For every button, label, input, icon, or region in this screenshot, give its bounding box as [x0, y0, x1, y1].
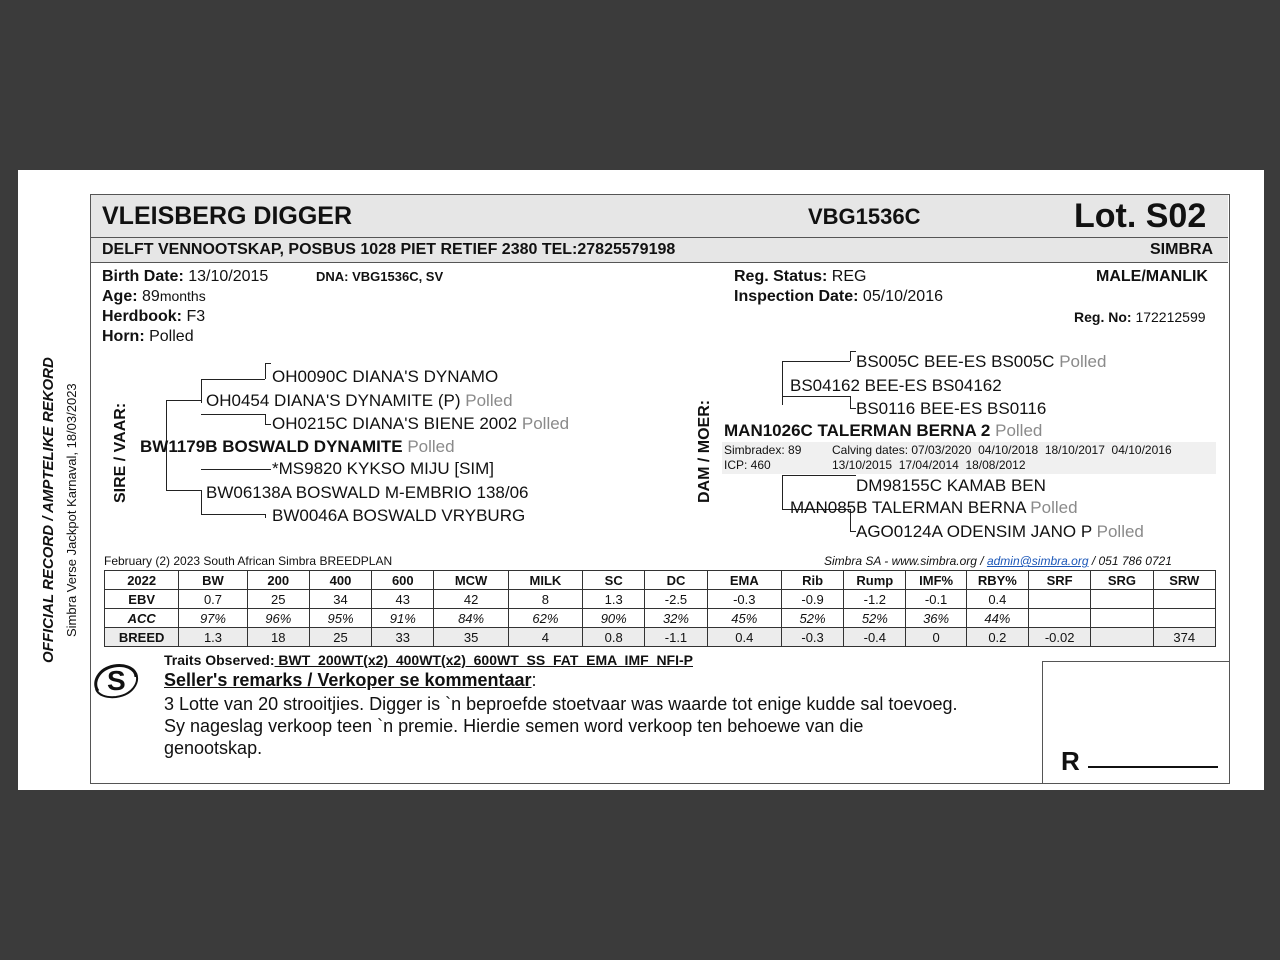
table-cell: 0.8 — [583, 628, 645, 647]
table-cell: 0.7 — [179, 590, 247, 609]
breedplan-caption: February (2) 2023 South African Simbra BREEDPLAN — [104, 554, 393, 568]
dam-sire-sire-tag: Polled — [1059, 352, 1107, 371]
icp: ICP: 460 — [724, 458, 771, 472]
col-header: 2022 — [105, 571, 179, 590]
sire-sire-tag: Polled — [465, 391, 513, 410]
breed-name: SIMBRA — [1150, 241, 1214, 258]
table-cell: 0 — [906, 628, 966, 647]
traits-label: Traits Observed: — [164, 652, 275, 668]
sire-side-label: SIRE / VAAR: — [112, 402, 129, 503]
sire-sire-dam — [272, 414, 569, 434]
phone: / 051 786 0721 — [1088, 554, 1172, 568]
herdbook — [102, 308, 205, 326]
sire-name-text: BW1179B BOSWALD DYNAMITE — [140, 437, 403, 456]
col-header: SRG — [1091, 571, 1153, 590]
col-header: DC — [645, 571, 707, 590]
table-cell: -0.9 — [781, 590, 843, 609]
table-cell: 1.3 — [583, 590, 645, 609]
remarks-line-1: 3 Lotte van 20 strooitjies. Digger is `n beproefde stoetvaar was waarde tot enige kudde sal toevoeg. — [164, 694, 958, 714]
col-header: 200 — [247, 571, 309, 590]
table-cell: 32% — [645, 609, 707, 628]
price-currency: R — [1061, 746, 1080, 776]
table-cell: 33 — [372, 628, 434, 647]
table-cell: 374 — [1153, 628, 1215, 647]
dam-sire: BS04162 BEE-ES BS04162 — [790, 376, 1002, 395]
table-cell: 91% — [372, 609, 434, 628]
birth-date — [102, 268, 268, 286]
table-cell: 0.2 — [966, 628, 1028, 647]
dam-dam — [790, 498, 1078, 518]
dam-dam-name: MAN085B TALERMAN BERNA — [790, 498, 1026, 517]
table-cell: -0.02 — [1029, 628, 1091, 647]
table-cell: 36% — [906, 609, 966, 628]
sire-dam-note: *MS9820 KYKSO MIJU [SIM] — [272, 459, 495, 478]
lot-card — [18, 170, 1264, 790]
table-cell — [1091, 590, 1153, 609]
col-header: 600 — [372, 571, 434, 590]
col-header: SRW — [1153, 571, 1215, 590]
col-header: Rump — [844, 571, 906, 590]
herdbook-label: Herdbook: — [102, 308, 182, 325]
table-cell — [1091, 628, 1153, 647]
age — [102, 288, 206, 306]
dam-name-text: MAN1026C TALERMAN BERNA 2 — [724, 421, 991, 440]
row-label: EBV — [105, 590, 179, 609]
col-header: SC — [583, 571, 645, 590]
table-cell: 18 — [247, 628, 309, 647]
dam-sire-dam: BS0116 BEE-ES BS0116 — [856, 399, 1047, 418]
remarks-line-2: Sy nageslag verkoop teen `n premie. Hierdie semen word verkoop ten behoewe van die — [164, 716, 864, 736]
remarks-line-3: genootskap. — [164, 738, 263, 758]
reg-no-value: 172212599 — [1135, 309, 1206, 325]
row-label: BREED — [105, 628, 179, 647]
seller-logo-letter: S — [107, 665, 126, 696]
table-cell: 45% — [707, 609, 781, 628]
table-cell: -0.1 — [906, 590, 966, 609]
table-row — [105, 628, 1216, 647]
table-cell: 96% — [247, 609, 309, 628]
dam-sire-sire — [856, 352, 1106, 372]
table-cell — [1029, 590, 1091, 609]
table-cell: 90% — [583, 609, 645, 628]
animal-name: VLEISBERG DIGGER — [102, 202, 353, 230]
lot-number: Lot. S02 — [1074, 197, 1207, 235]
table-cell: 44% — [966, 609, 1028, 628]
sire-sire-sire: OH0090C DIANA'S DYNAMO — [272, 367, 499, 386]
owner-info: DELFT VENNOOTSKAP, POSBUS 1028 PIET RETIEF 2380 TEL:27825579198 — [102, 241, 676, 258]
sex: MALE/MANLIK — [1096, 268, 1208, 285]
reg-no — [1074, 309, 1206, 325]
table-cell: 35 — [434, 628, 508, 647]
dam-dam-dam-name: AGO0124A ODENSIM JANO P — [856, 522, 1092, 541]
inspection-date-value: 05/10/2016 — [862, 288, 943, 305]
price-field[interactable] — [1088, 766, 1218, 768]
table-cell: 84% — [434, 609, 508, 628]
sire-name-tag: Polled — [407, 437, 455, 456]
col-header: 400 — [309, 571, 371, 590]
table-cell — [1153, 590, 1215, 609]
table-cell — [1029, 609, 1091, 628]
email-link[interactable]: admin@simbra.org — [986, 554, 1089, 568]
table-cell: 97% — [179, 609, 247, 628]
official-record-label: OFFICIAL RECORD / AMPTELIKE REKORD — [40, 357, 57, 663]
age-unit: months — [159, 288, 206, 304]
remarks-heading — [164, 670, 537, 691]
table-cell — [1091, 609, 1153, 628]
dam-dam-dam-tag: Polled — [1096, 522, 1144, 541]
sire-sire-dam-name: OH0215C DIANA'S BIENE 2002 — [272, 414, 518, 433]
birth-date-value: 13/10/2015 — [188, 268, 269, 285]
age-value: 89 — [142, 288, 160, 305]
sire-sire — [206, 391, 513, 411]
col-header: BW — [179, 571, 247, 590]
table-cell: 0.4 — [707, 628, 781, 647]
table-cell — [1153, 609, 1215, 628]
traits-observed — [164, 652, 693, 668]
col-header: EMA — [707, 571, 781, 590]
table-header-row — [105, 571, 1216, 590]
dna-info: DNA: VBG1536C, SV — [316, 269, 444, 284]
traits-value: BWT 200WT(x2) 400WT(x2) 600WT SS FAT EMA IMF NFI-P — [274, 652, 693, 668]
table-cell: 1.3 — [179, 628, 247, 647]
herdbook-value: F3 — [186, 308, 206, 325]
table-cell: -2.5 — [645, 590, 707, 609]
seller-logo-icon — [92, 661, 146, 701]
inspection-date — [734, 288, 943, 306]
table-cell: -0.3 — [707, 590, 781, 609]
remarks-heading-text: Seller's remarks / Verkoper se kommentaar — [164, 670, 532, 690]
age-label: Age: — [102, 288, 138, 305]
dam-dam-sire: DM98155C KAMAB BEN — [856, 476, 1046, 495]
table-cell: 8 — [508, 590, 582, 609]
table-row — [105, 590, 1216, 609]
calving-dates-line2: 13/10/2015 17/04/2014 18/08/2012 — [832, 458, 1026, 472]
price-box — [1042, 661, 1229, 783]
reg-status — [734, 268, 866, 286]
table-cell: 43 — [372, 590, 434, 609]
sire-sire-dam-tag: Polled — [521, 414, 570, 433]
sale-label: Simbra Verse Jackpot Karnaval, 18/03/2023 — [64, 383, 79, 637]
table-cell: 25 — [309, 628, 371, 647]
col-header: SRF — [1029, 571, 1091, 590]
calving-dates-line1: Calving dates: 07/03/2020 04/10/2018 18/10/2017 04/10/2016 — [832, 443, 1172, 457]
horn — [102, 328, 194, 346]
table-cell: 52% — [844, 609, 906, 628]
inspection-date-label: Inspection Date: — [734, 288, 859, 305]
ebv-table — [104, 570, 1216, 647]
dam-sire-sire-name: BS005C BEE-ES BS005C — [856, 352, 1055, 371]
simbradex: Simbradex: 89 — [724, 443, 802, 457]
table-cell: 95% — [309, 609, 371, 628]
col-header: MILK — [508, 571, 582, 590]
table-cell: 62% — [508, 609, 582, 628]
reg-status-value: REG — [831, 268, 867, 285]
contact-caption — [824, 554, 1172, 568]
dam-dam-dam — [856, 522, 1144, 542]
table-cell: 4 — [508, 628, 582, 647]
table-cell: 34 — [309, 590, 371, 609]
dam-name — [724, 421, 1042, 441]
sire-dam: BW06138A BOSWALD M-EMBRIO 138/06 — [206, 483, 529, 502]
table-cell: 42 — [434, 590, 508, 609]
col-header: RBY% — [966, 571, 1028, 590]
table-row — [105, 609, 1216, 628]
table-cell: -1.2 — [844, 590, 906, 609]
col-header: Rib — [781, 571, 843, 590]
dam-name-tag: Polled — [995, 421, 1043, 440]
table-cell: -1.1 — [645, 628, 707, 647]
dam-dam-tag: Polled — [1030, 498, 1078, 517]
animal-code: VBG1536C — [808, 204, 921, 229]
table-cell: 52% — [781, 609, 843, 628]
table-cell: -0.3 — [781, 628, 843, 647]
website: Simbra SA - www.simbra.org / — [824, 554, 987, 568]
table-cell: 25 — [247, 590, 309, 609]
reg-no-label: Reg. No: — [1074, 309, 1132, 325]
table-cell: -0.4 — [844, 628, 906, 647]
horn-label: Horn: — [102, 328, 145, 345]
col-header: IMF% — [906, 571, 966, 590]
reg-status-label: Reg. Status: — [734, 268, 828, 285]
dam-side-label: DAM / MOER: — [696, 399, 713, 503]
col-header: MCW — [434, 571, 508, 590]
remarks-heading-colon: : — [531, 670, 537, 690]
table-cell: 0.4 — [966, 590, 1028, 609]
birth-date-label: Birth Date: — [102, 268, 184, 285]
sire-dam-dam: BW0046A BOSWALD VRYBURG — [272, 506, 526, 525]
horn-value: Polled — [149, 328, 194, 345]
sire-name — [140, 437, 455, 457]
sire-sire-name: OH0454 DIANA'S DYNAMITE (P) — [206, 391, 461, 410]
row-label: ACC — [105, 609, 179, 628]
